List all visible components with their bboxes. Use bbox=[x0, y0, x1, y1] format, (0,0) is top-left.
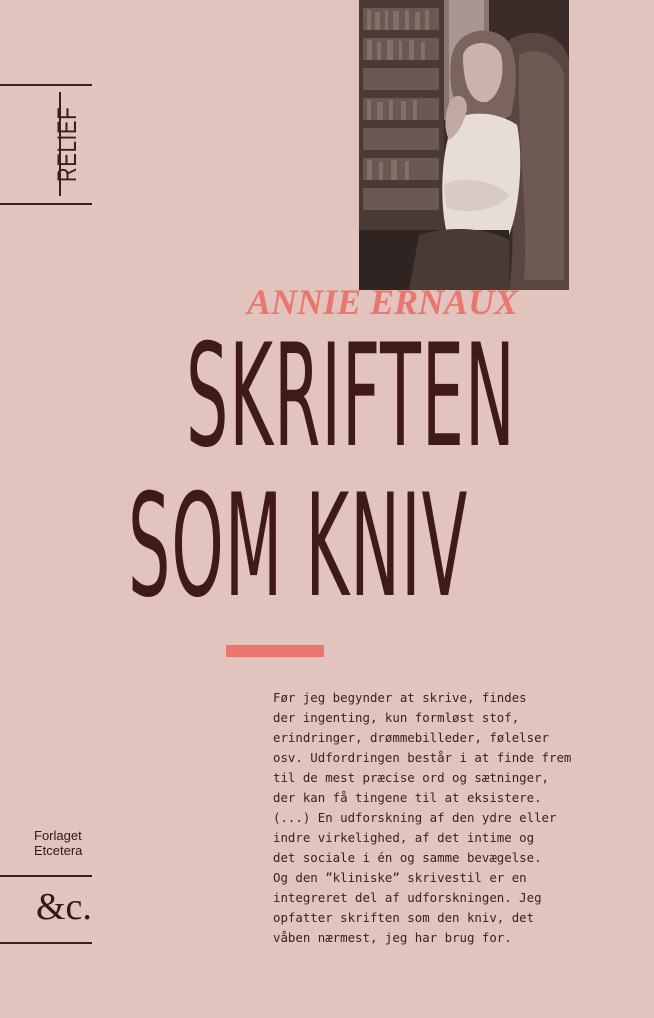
blurb-line: våben nærmest, jeg har brug for. bbox=[273, 930, 512, 945]
author-photo-image bbox=[359, 0, 569, 290]
title-line-1: SKRIFTEN bbox=[186, 314, 516, 479]
accent-bar bbox=[226, 645, 324, 657]
blurb-line: osv. Udfordringen består i at finde frem bbox=[273, 750, 572, 765]
series-top-rule bbox=[0, 84, 92, 86]
blurb-line: erindringer, drømmebilleder, følelser bbox=[273, 730, 550, 745]
blurb-line: opfatter skriften som den kniv, det bbox=[273, 910, 535, 925]
blurb-line: (...) En udforskning af den ydre eller bbox=[273, 810, 557, 825]
blurb-line: det sociale i én og samme bevægelse. bbox=[273, 850, 542, 865]
title-line-2: SOM KNIV bbox=[128, 464, 469, 629]
blurb-line: Før jeg begynder at skrive, findes bbox=[273, 690, 527, 705]
publisher-logo: &c. bbox=[36, 886, 92, 928]
series-bottom-rule bbox=[0, 203, 92, 205]
publisher-name bbox=[34, 828, 82, 858]
blurb-line: der kan få tingene til at eksistere. bbox=[273, 790, 542, 805]
blurb-line: der ingenting, kun formløst stof, bbox=[273, 710, 520, 725]
blurb-line: til de mest præcise ord og sætninger, bbox=[273, 770, 550, 785]
publisher-line-1: Forlaget bbox=[34, 828, 82, 843]
blurb-line: indre virkelighed, af det intime og bbox=[273, 830, 535, 845]
publisher-bottom-rule bbox=[0, 942, 92, 944]
blurb-line: Og den ”kliniske” skrivestil er en bbox=[273, 870, 527, 885]
author-photo bbox=[359, 0, 569, 290]
blurb-text bbox=[273, 688, 603, 948]
publisher-line-2: Etcetera bbox=[34, 843, 83, 858]
publisher-top-rule bbox=[0, 875, 92, 877]
blurb-line: integreret del af udforskningen. Jeg bbox=[273, 890, 542, 905]
series-label: RELIEF bbox=[52, 106, 82, 182]
author-name: ANNIE ERNAUX bbox=[247, 282, 519, 322]
